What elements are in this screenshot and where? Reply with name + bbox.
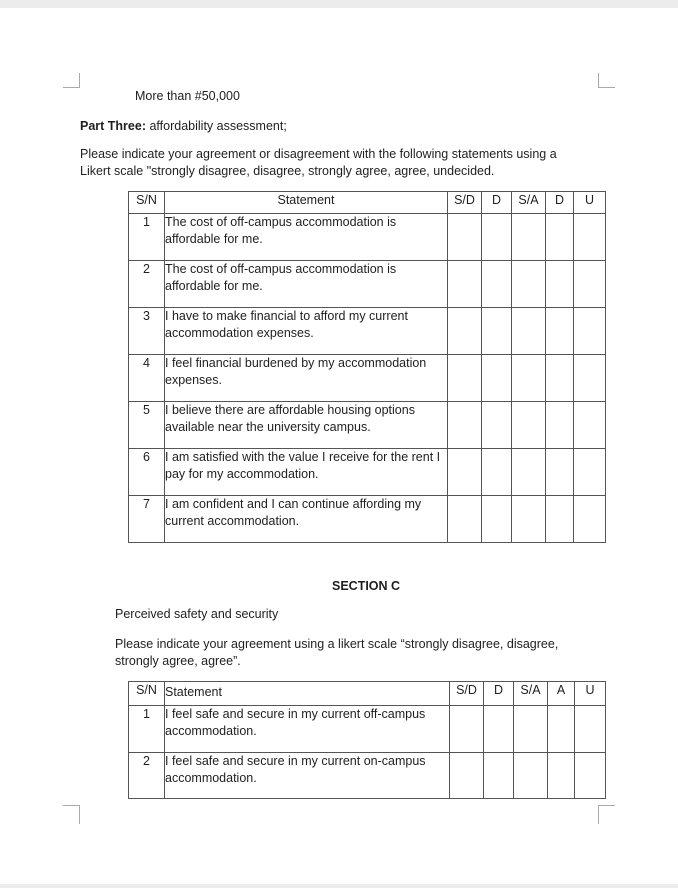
header-disagree-2: D [546, 192, 574, 214]
rating-cell-d2[interactable] [546, 449, 574, 496]
table-row [129, 753, 606, 799]
header-statement: Statement [165, 192, 448, 214]
crop-mark-top-right [598, 73, 615, 88]
rating-cell-u[interactable] [574, 496, 606, 543]
row-sn: 5 [129, 402, 165, 449]
row-statement: I am confident and I can continue affording my current accommodation. [165, 496, 448, 543]
rating-cell-sa[interactable] [512, 308, 546, 355]
rating-cell-sd[interactable] [450, 753, 484, 799]
rating-cell-sa[interactable] [512, 449, 546, 496]
header-sn: S/N [129, 682, 165, 706]
rating-cell-u[interactable] [575, 753, 606, 799]
part-three-heading [80, 118, 287, 135]
header-undecided: U [575, 682, 606, 706]
rating-cell-d[interactable] [482, 402, 512, 449]
rating-cell-a[interactable] [548, 753, 575, 799]
part-three-title: affordability assessment; [146, 119, 287, 133]
rating-cell-sa[interactable] [512, 355, 546, 402]
rating-cell-d[interactable] [482, 308, 512, 355]
rating-cell-u[interactable] [574, 214, 606, 261]
header-agree: A [548, 682, 575, 706]
rating-cell-sa[interactable] [514, 706, 548, 753]
rating-cell-sd[interactable] [448, 355, 482, 402]
header-strongly-agree: S/A [512, 192, 546, 214]
income-option-text: More than #50,000 [135, 89, 240, 103]
table-row [129, 214, 606, 261]
page-bottom-edge [0, 884, 678, 888]
header-strongly-agree: S/A [514, 682, 548, 706]
row-sn: 4 [129, 355, 165, 402]
rating-cell-d[interactable] [482, 261, 512, 308]
table-row [129, 496, 606, 543]
rating-cell-sa[interactable] [512, 402, 546, 449]
rating-cell-sd[interactable] [448, 496, 482, 543]
row-statement: The cost of off-campus accommodation is affordable for me. [165, 214, 448, 261]
rating-cell-a[interactable] [548, 706, 575, 753]
part-three-label: Part Three: [80, 119, 146, 133]
crop-mark-bottom-right [598, 805, 615, 824]
rating-cell-sd[interactable] [448, 402, 482, 449]
rating-cell-d2[interactable] [546, 355, 574, 402]
rating-cell-d[interactable] [482, 214, 512, 261]
row-sn: 3 [129, 308, 165, 355]
rating-cell-u[interactable] [574, 261, 606, 308]
row-sn: 1 [129, 214, 165, 261]
table-row [129, 402, 606, 449]
table-header-row [129, 192, 606, 214]
row-sn: 2 [129, 261, 165, 308]
rating-cell-d2[interactable] [546, 214, 574, 261]
rating-cell-d[interactable] [482, 355, 512, 402]
table-row [129, 355, 606, 402]
rating-cell-sd[interactable] [448, 214, 482, 261]
row-sn: 6 [129, 449, 165, 496]
rating-cell-sa[interactable] [514, 753, 548, 799]
row-statement: I am satisfied with the value I receive for the rent I pay for my accommodation. [165, 449, 448, 496]
part-three-instruction-line-1: Please indicate your agreement or disagreement with the following statements using a [80, 147, 557, 161]
row-statement: I feel financial burdened by my accommodation expenses. [165, 355, 448, 402]
row-sn: 1 [129, 706, 165, 753]
part-three-instruction-line-2: Likert scale "strongly disagree, disagree, strongly agree, agree, undecided. [80, 164, 495, 178]
crop-mark-bottom-left [63, 805, 80, 824]
section-c-instruction-line-1: Please indicate your agreement using a likert scale “strongly disagree, disagree, [115, 637, 559, 651]
header-sn: S/N [129, 192, 165, 214]
rating-cell-d2[interactable] [546, 308, 574, 355]
row-statement: I have to make financial to afford my current accommodation expenses. [165, 308, 448, 355]
rating-cell-d[interactable] [484, 753, 514, 799]
rating-cell-d[interactable] [484, 706, 514, 753]
table-row [129, 261, 606, 308]
rating-cell-d[interactable] [482, 449, 512, 496]
rating-cell-sd[interactable] [448, 308, 482, 355]
row-statement: I feel safe and secure in my current off-campus accommodation. [165, 706, 450, 753]
table-header-row [129, 682, 606, 706]
rating-cell-u[interactable] [575, 706, 606, 753]
row-statement: The cost of off-campus accommodation is affordable for me. [165, 261, 448, 308]
safety-table [128, 681, 606, 799]
row-sn: 2 [129, 753, 165, 799]
rating-cell-sd[interactable] [450, 706, 484, 753]
header-statement: Statement [165, 682, 450, 706]
rating-cell-sa[interactable] [512, 214, 546, 261]
header-disagree: D [484, 682, 514, 706]
row-statement: I feel safe and secure in my current on-campus accommodation. [165, 753, 450, 799]
section-c-instruction-line-2: strongly agree, agree”. [115, 654, 241, 668]
rating-cell-sa[interactable] [512, 261, 546, 308]
header-disagree: D [482, 192, 512, 214]
table-row [129, 308, 606, 355]
section-c-subtitle: Perceived safety and security [115, 607, 279, 621]
page-top-edge [0, 0, 678, 8]
rating-cell-u[interactable] [574, 308, 606, 355]
rating-cell-u[interactable] [574, 355, 606, 402]
row-sn: 7 [129, 496, 165, 543]
rating-cell-d2[interactable] [546, 402, 574, 449]
header-strongly-disagree: S/D [450, 682, 484, 706]
rating-cell-d2[interactable] [546, 496, 574, 543]
rating-cell-u[interactable] [574, 449, 606, 496]
table-row [129, 706, 606, 753]
rating-cell-d2[interactable] [546, 261, 574, 308]
header-undecided: U [574, 192, 606, 214]
rating-cell-u[interactable] [574, 402, 606, 449]
rating-cell-sa[interactable] [512, 496, 546, 543]
section-c-title: SECTION C [332, 579, 401, 593]
affordability-table [128, 191, 606, 543]
rating-cell-sd[interactable] [448, 261, 482, 308]
rating-cell-sd[interactable] [448, 449, 482, 496]
row-statement: I believe there are affordable housing options available near the university campus. [165, 402, 448, 449]
rating-cell-d[interactable] [482, 496, 512, 543]
crop-mark-top-left [63, 73, 80, 88]
header-strongly-disagree: S/D [448, 192, 482, 214]
table-row [129, 449, 606, 496]
